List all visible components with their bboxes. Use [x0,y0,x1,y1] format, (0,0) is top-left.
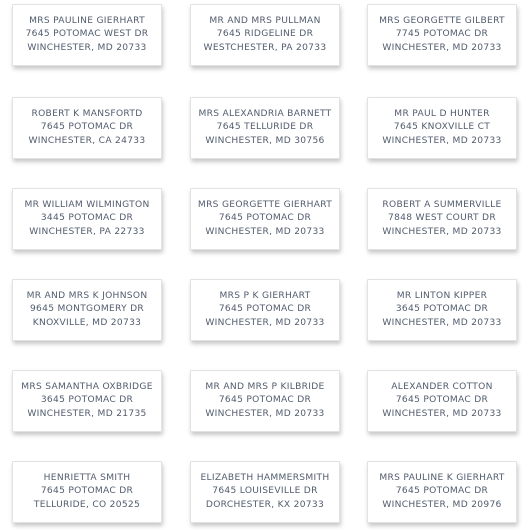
street-address: 7645 POTOMAC DR [395,395,489,406]
street-address: 7848 WEST COURT DR [388,213,496,224]
recipient-name: MR AND MRS K JOHNSON [26,291,148,302]
recipient-name: ROBERT A SUMMERVILLE [382,200,502,211]
address-label [12,370,162,432]
recipient-name: ALEXANDER COTTON [391,382,493,393]
city-state-zip: WINCHESTER, MD 20733 [382,42,502,53]
street-address: 7645 KNOXVILLE CT [393,122,491,133]
street-address: 7745 POTOMAC DR [395,29,489,40]
address-label [367,461,517,523]
city-state-zip: WINCHESTER, MD 20733 [205,317,325,328]
recipient-name: MRS ALEXANDRIA BARNETT [198,109,332,120]
street-address: 7645 RIDGELINE DR [216,29,314,40]
address-label [12,4,162,66]
city-state-zip: DORCHESTER, KX 20733 [205,499,325,510]
recipient-name: MRS GEORGETTE GIERHART [197,200,333,211]
street-address: 7645 POTOMAC DR [40,486,134,497]
recipient-name: MRS PAULINE K GIERHART [379,473,505,484]
recipient-name: MR AND MRS PULLMAN [209,16,321,27]
address-label [12,461,162,523]
recipient-name: MRS PAULINE GIERHART [29,16,145,27]
city-state-zip: WINCHESTER, MD 21735 [27,408,147,419]
street-address: 9645 MONTGOMERY DR [29,304,145,315]
address-label [12,97,162,159]
city-state-zip: WESTCHESTER, PA 20733 [203,42,327,53]
city-state-zip: WINCHESTER, MD 20733 [382,317,502,328]
city-state-zip: WINCHESTER, MD 20733 [382,135,502,146]
street-address: 7645 POTOMAC DR [218,304,312,315]
address-label [190,279,340,341]
city-state-zip: WINCHESTER, MD 20733 [27,42,147,53]
street-address: 7645 POTOMAC DR [395,486,489,497]
city-state-zip: KNOXVILLE, MD 20733 [32,317,142,328]
city-state-zip: TELLURIDE, CO 20525 [33,499,141,510]
street-address: 3645 POTOMAC DR [395,304,489,315]
recipient-name: MRS P K GIERHART [219,291,311,302]
street-address: 7645 POTOMAC DR [40,122,134,133]
street-address: 3645 POTOMAC DR [40,395,134,406]
recipient-name: MR LINTON KIPPER [396,291,488,302]
address-label [190,188,340,250]
city-state-zip: WINCHESTER, PA 22733 [29,226,145,237]
street-address: 7645 POTOMAC DR [218,213,312,224]
city-state-zip: WINCHESTER, CA 24733 [28,135,146,146]
street-address: 3445 POTOMAC DR [40,213,134,224]
address-label [367,188,517,250]
address-label [12,188,162,250]
city-state-zip: WINCHESTER, MD 20733 [382,408,502,419]
recipient-name: MRS GEORGETTE GILBERT [379,16,505,27]
address-label [367,279,517,341]
recipient-name: ELIZABETH HAMMERSMITH [200,473,330,484]
city-state-zip: WINCHESTER, MD 20976 [382,499,502,510]
address-label [190,97,340,159]
city-state-zip: WINCHESTER, MD 20733 [382,226,502,237]
street-address: 7645 POTOMAC WEST DR [25,29,149,40]
street-address: 7645 LOUISEVILLE DR [212,486,318,497]
recipient-name: ROBERT K MANSFORTD [31,109,143,120]
address-label [367,4,517,66]
address-label [367,370,517,432]
address-label [12,279,162,341]
address-label [367,97,517,159]
city-state-zip: WINCHESTER, MD 20733 [205,226,325,237]
recipient-name: MR WILLIAM WILMINGTON [24,200,150,211]
recipient-name: MR AND MRS P KILBRIDE [205,382,325,393]
city-state-zip: WINCHESTER, MD 20733 [205,408,325,419]
address-label [190,4,340,66]
street-address: 7645 POTOMAC DR [218,395,312,406]
recipient-name: MR PAUL D HUNTER [394,109,490,120]
address-label [190,370,340,432]
street-address: 7645 TELLURIDE DR [216,122,314,133]
address-label [190,461,340,523]
city-state-zip: WINCHESTER, MD 30756 [205,135,325,146]
recipient-name: MRS SAMANTHA OXBRIDGE [21,382,153,393]
recipient-name: HENRIETTA SMITH [43,473,131,484]
